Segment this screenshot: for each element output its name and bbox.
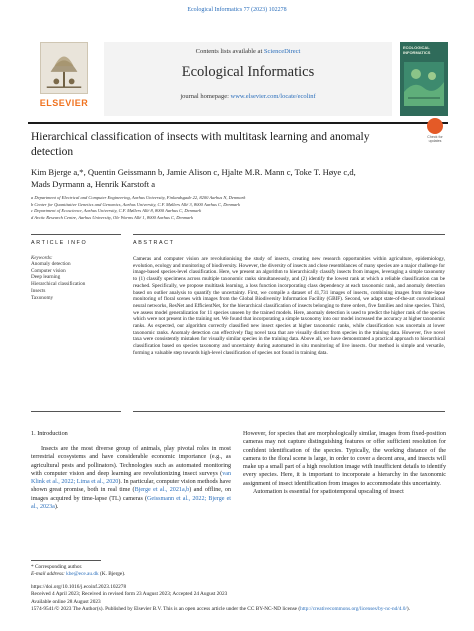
article-info-bottom-rule [31, 411, 121, 412]
intro-text: ) and offline, on images acquired by time-lapse (TL) cameras ( [31, 487, 232, 502]
keyword-item: Hierarchical classification [31, 281, 86, 288]
footnotes [31, 560, 446, 613]
keyword-item: Taxonomy [31, 294, 54, 301]
check-updates-icon [427, 118, 443, 134]
abstract-text: Cameras and computer vision are revolutionising the study of insects, creating new research opportunities within agriculture, epidemiology, evolution, ecology and monitoring of biodiversity. However, the diversity of insects and close resemblances of many species are a major challenge for image-based species-level classification. Here, we present an algorithm to hierarchically classify insects from images, leveraging a simple taxonomy to (1) classify specimens across multiple taxonomic ranks simultaneously, and (2) identify the lowest rank at which a reliable classification can be reached. Specifically, we propose multitask learning, a loss function incorporating class dependency at each taxonomic rank, and anomaly detection based on outlier analysis to quantify the uncertainty. First, we compile a dataset of 41,731 images of insects, combining images from time-lapse monitoring of floral scenes with images from the Global Biodiversity Information Facility (GBIF). Second, we adapt state-of-the-art convolutional neural networks, ResNet and EfficientNet, for the hierarchical classification of insects belonging to three orders, five families and nine species. Third, we assess model generalization for 11 species unseen by the trained models. Here, anomaly detection is used to predict the higher rank of the species which were not present in the training set. We found that incorporating a simple taxonomy into our model increased the accuracy at higher taxonomic ranks. As expected, our algorithm correctly classified new insect species at higher taxonomic ranks, while classification was uncertain at lower taxonomic ranks. Anomaly detection can effectively flag novel taxa that are visually distinct from species in the training data. However, five novel taxa were consistently mistaken for visually similar species in the training data. Above all, we have demonstrated a practical approach to hierarchical classification based on species taxonomy and uncertainty during automated in situ monitoring of live insects. Our method is simple and versatile, forming a valuable step towards high-level classification of species not found in training data. [133, 256, 445, 356]
received-dates: Received 4 April 2023; Received in revised form 23 August 2023; Accepted 24 August 2023 [31, 591, 228, 598]
journal-banner [28, 42, 448, 120]
tree-icon [40, 42, 88, 94]
article-info-rule [31, 234, 121, 235]
sciencedirect-link[interactable]: ScienceDirect [263, 48, 301, 55]
email-label: E-mail address: [31, 570, 67, 577]
keyword-item: Anomaly detection [31, 261, 71, 267]
journal-cover-thumbnail[interactable] [400, 42, 448, 116]
journal-reference[interactable]: Ecological Informatics 77 (2023) 102278 [187, 7, 287, 13]
header-rule [28, 122, 448, 124]
homepage-line [104, 93, 392, 100]
article-info-heading: ARTICLE INFO [31, 240, 88, 246]
cover-title: ECOLOGICAL INFORMATICS [403, 45, 431, 55]
journal-masthead [104, 42, 392, 116]
article-info [31, 240, 121, 301]
authors-line-2[interactable]: Mads Dyrmann a, Henrik Karstoft a [31, 179, 156, 189]
online-date: Available online 28 August 2023 [31, 598, 101, 605]
intro-text: ). In particular, computer vision methods have shown great promise, both in real time ( [31, 479, 231, 494]
affiliation-list [31, 195, 431, 221]
footnote-rule [31, 560, 101, 561]
citation-link[interactable]: Bjerge et al., 2021a,b [134, 487, 190, 494]
citation-link[interactable]: van Klink et al., 2022; Lima et al., 2020 [31, 470, 231, 486]
cover-artwork-icon [404, 62, 444, 106]
body-column-right [243, 430, 446, 496]
email-link[interactable]: kbe@ece.au.dk [66, 570, 99, 577]
homepage-prefix: journal homepage: [180, 93, 231, 100]
intro-paragraph [31, 445, 231, 511]
affiliation-d: d Arctic Research Centre, Aarhus University, Ole Worms Allé 1, 8000 Aarhus C, Denmark [31, 214, 193, 220]
publisher-name: ELSEVIER [39, 98, 89, 108]
check-for-updates-button[interactable] [424, 118, 446, 144]
affiliation-b: b Center for Quantitative Genetics and Genomics, Aarhus University, C.F. Møllers Allé 3, 8000 Aarhus C, Denmark [31, 201, 240, 207]
abstract-bottom-rule [133, 411, 445, 412]
citation-link[interactable]: Geissmann et al., 2022; Bjerge et al., 2023a [31, 495, 231, 511]
keyword-item: Computer vision [31, 267, 66, 274]
abstract-section [133, 240, 445, 357]
contents-line [104, 48, 392, 55]
journal-title: Ecological Informatics [181, 64, 315, 80]
abstract-rule [133, 234, 445, 235]
license-text: ). [406, 606, 410, 613]
email-line [31, 571, 446, 578]
email-suffix: (K. Bjerge). [98, 570, 126, 577]
section-title-introduction: 1. Introduction [31, 430, 68, 437]
intro-paragraph: However, for species that are morphologically similar, images from fixed-position cameras may not capture distinguishing features or offer sufficient resolution for confident identification of the species. Typically, the working distance of the camera to the floral scene is large, in order to cover a decent area, and insects will make up a small part of a high resolution image with insufficient details to identify every species. Here, it is important to incorporate a hierarchy in the taxonomic assignment of insect identification from images to accommodate this uncertainty. [243, 431, 446, 487]
body-column-left [31, 430, 231, 511]
abstract-heading: ABSTRACT [133, 240, 175, 246]
license-link[interactable]: http://creativecommons.org/licenses/by-nc-nd/4.0/ [300, 606, 407, 613]
author-list [31, 166, 431, 190]
intro-paragraph: Automation is essential for spatiotemporal upscaling of insect [253, 489, 404, 496]
keyword-item: Insects [31, 287, 46, 294]
affiliation-a: a Department of Electrical and Computer Engineering, Aarhus University, Finlandsgade 22, 8200 Aarhus N, Denmark [31, 195, 246, 200]
intro-text: ). [54, 504, 59, 511]
elsevier-logo[interactable] [32, 42, 96, 116]
article-title: Hierarchical classification of insects with multitask learning and anomaly detection [31, 131, 370, 158]
doi-link[interactable]: https://doi.org/10.1016/j.ecoinf.2023.102278 [31, 584, 127, 591]
affiliation-c: c Department of Ecoscience, Aarhus University, C.F. Møllers Allé 8, 8000 Aarhus C, Denmark [31, 208, 202, 214]
authors-line-1[interactable]: Kim Bjerge a,*, Quentin Geissmann b, Jamie Alison c, Hjalte M.R. Mann c, Toke T. Høye c,d, [31, 167, 356, 177]
license-text: 1574-9541/© 2023 The Author(s). Published by Elsevier B.V. This is an open access article under the CC BY-NC-ND license ( [31, 606, 301, 613]
keywords-label: Keywords: [31, 256, 53, 261]
license-line [31, 606, 446, 613]
contents-prefix: Contents lists available at [195, 48, 264, 55]
corresponding-author-note: * Corresponding author. [31, 563, 83, 570]
check-updates-label: Check for updates [427, 135, 443, 143]
keyword-item: Deep learning [31, 274, 61, 281]
intro-text: Insects are the most diverse group of animals, play pivotal roles in most terrestrial ecosystems and have considerable economic importance (e.g., as agricultural pests and pollinators). Technologies such as automated monitoring with computer vision and deep learning are revolutionizing insect surveys ( [31, 446, 231, 477]
journal-homepage-link[interactable]: www.elsevier.com/locate/ecolinf [230, 93, 316, 100]
